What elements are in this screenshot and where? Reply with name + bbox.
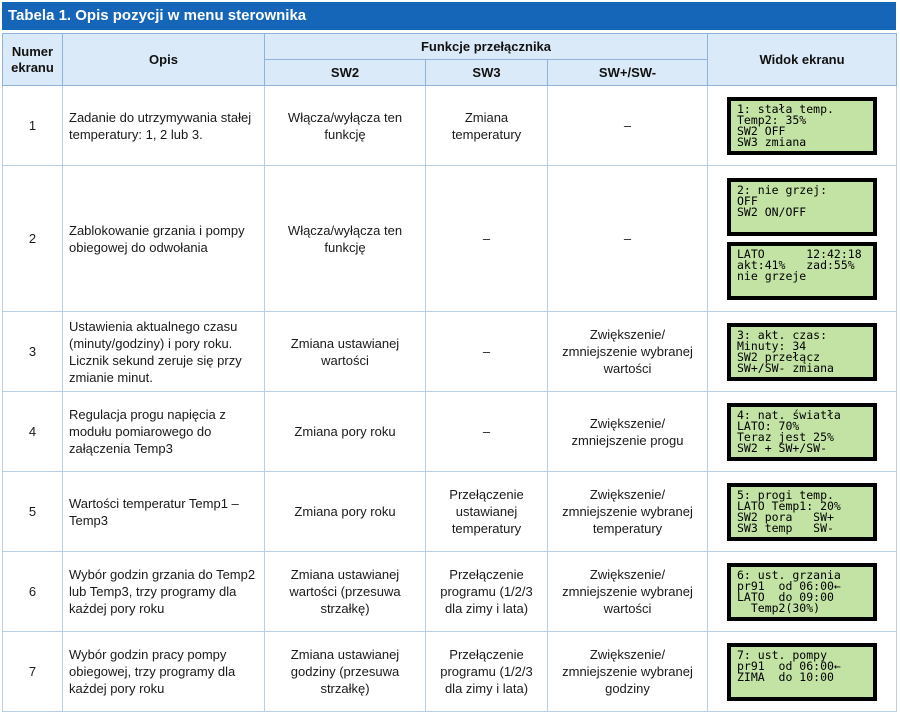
row-description: Ustawienia aktualnego czasu (minuty/godziny) i pory roku. Licznik sekund zeruje się przy zmianie minut. — [63, 312, 265, 392]
table-row — [3, 632, 897, 712]
lcd-line: 4: nat. światła — [737, 407, 841, 422]
row-screen-view — [708, 632, 897, 712]
header-sw2: SW2 — [265, 60, 426, 86]
row-screen-view — [708, 472, 897, 552]
lcd-display — [727, 242, 877, 300]
row-number: 5 — [3, 472, 63, 552]
menu-table — [2, 33, 897, 712]
table-row — [3, 552, 897, 632]
table-row — [3, 86, 897, 166]
row-sw2: Zmiana pory roku — [265, 392, 426, 472]
lcd-line: Teraz jest 25% — [737, 429, 834, 444]
row-sw3: Przełączenie ustawianej temperatury — [426, 472, 548, 552]
lcd-display — [727, 643, 877, 701]
row-description: Wartości temperatur Temp1 – Temp3 — [63, 472, 265, 552]
lcd-line — [737, 218, 873, 229]
row-swpm: Zwiększenie/ zmniejszenie wybranej godziny — [548, 632, 708, 712]
lcd-line: OFF — [737, 193, 758, 208]
lcd-line: LATO do 09:00 — [737, 589, 834, 604]
row-sw2: Zmiana ustawianej godziny (przesuwa strzałkę) — [265, 632, 426, 712]
lcd-line: nie grzeje — [737, 268, 807, 283]
row-number: 7 — [3, 632, 63, 712]
lcd-line: LATO Temp1: 20% — [737, 498, 841, 513]
row-number: 1 — [3, 86, 63, 166]
row-screen-view — [708, 552, 897, 632]
lcd-line: SW2 + SW+/SW- — [737, 440, 828, 455]
lcd-line: SW2 pora SW+ — [737, 509, 834, 524]
row-sw3: Zmiana temperatury — [426, 86, 548, 166]
row-swpm: – — [548, 86, 708, 166]
lcd-line: 7: ust. pompy — [737, 647, 828, 662]
lcd-line: 3: akt. czas: — [737, 327, 828, 342]
lcd-line: SW3 temp SW- — [737, 520, 834, 535]
row-description: Zablokowanie grzania i pompy obiegowej do odwołania — [63, 166, 265, 312]
header-opis: Opis — [63, 34, 265, 86]
header-swpm: SW+/SW- — [548, 60, 708, 86]
lcd-line: SW+/SW- zmiana — [737, 360, 834, 375]
lcd-line: LATO: 70% — [737, 418, 800, 433]
lcd-line: pr91 od 06:00← — [737, 658, 841, 673]
lcd-line: 1: stała temp. — [737, 101, 834, 116]
lcd-line: SW2 ON/OFF — [737, 204, 807, 219]
header-funkcje: Funkcje przełącznika — [265, 34, 708, 60]
row-sw2: Zmiana ustawianej wartości — [265, 312, 426, 392]
lcd-line: SW2 przełącz — [737, 349, 821, 364]
row-description: Zadanie do utrzymywania stałej temperatury: 1, 2 lub 3. — [63, 86, 265, 166]
lcd-line: 5: progi temp. — [737, 487, 834, 502]
lcd-line: SW2 OFF — [737, 123, 786, 138]
lcd-line: akt:41% zad:55% — [737, 257, 855, 272]
row-sw3: – — [426, 392, 548, 472]
lcd-display — [727, 483, 877, 541]
lcd-line: Temp2: 35% — [737, 112, 807, 127]
row-number: 3 — [3, 312, 63, 392]
row-swpm: Zwiększenie/ zmniejszenie wybranej temperatury — [548, 472, 708, 552]
table-row — [3, 312, 897, 392]
lcd-display — [727, 97, 877, 155]
row-description: Wybór godzin pracy pompy obiegowej, trzy programy dla każdej pory roku — [63, 632, 265, 712]
row-swpm: Zwiększenie/ zmniejszenie progu — [548, 392, 708, 472]
header-sw3: SW3 — [426, 60, 548, 86]
lcd-line: 2: nie grzej: — [737, 182, 828, 197]
row-sw3: Przełączenie programu (1/2/3 dla zimy i lata) — [426, 552, 548, 632]
row-sw3: – — [426, 312, 548, 392]
lcd-display — [727, 178, 877, 236]
lcd-line — [737, 282, 873, 293]
row-sw2: Zmiana ustawianej wartości (przesuwa strzałkę) — [265, 552, 426, 632]
lcd-line: Minuty: 34 — [737, 338, 807, 353]
lcd-display — [727, 403, 877, 461]
row-screen-view — [708, 392, 897, 472]
row-swpm: Zwiększenie/ zmniejszenie wybranej wartości — [548, 552, 708, 632]
lcd-display — [727, 323, 877, 381]
lcd-line: SW3 zmiana — [737, 134, 807, 149]
row-sw2: Włącza/wyłącza ten funkcję — [265, 86, 426, 166]
lcd-line — [737, 683, 873, 694]
table-row — [3, 392, 897, 472]
row-screen-view — [708, 86, 897, 166]
row-screen-view — [708, 312, 897, 392]
row-description: Regulacja progu napięcia z modułu pomiarowego do załączenia Temp3 — [63, 392, 265, 472]
lcd-line: LATO 12:42:18 — [737, 246, 862, 261]
lcd-line: pr91 od 06:00← — [737, 578, 841, 593]
table-row — [3, 166, 897, 312]
table-title: Tabela 1. Opis pozycji w menu sterownika — [2, 2, 896, 30]
lcd-line: 6: ust. grzania — [737, 567, 841, 582]
row-description: Wybór godzin grzania do Temp2 lub Temp3, trzy programy dla każdej pory roku — [63, 552, 265, 632]
row-sw3: – — [426, 166, 548, 312]
header-num: Numer ekranu — [3, 34, 63, 86]
row-number: 2 — [3, 166, 63, 312]
row-swpm: – — [548, 166, 708, 312]
header-widok: Widok ekranu — [708, 34, 897, 86]
row-sw3: Przełączenie programu (1/2/3 dla zimy i lata) — [426, 632, 548, 712]
row-number: 6 — [3, 552, 63, 632]
lcd-line: Temp2(30%) — [737, 600, 821, 615]
lcd-line: ZIMA do 10:00 — [737, 669, 834, 684]
lcd-display — [727, 563, 877, 621]
table-row — [3, 472, 897, 552]
row-sw2: Włącza/wyłącza ten funkcję — [265, 166, 426, 312]
row-screen-view — [708, 166, 897, 312]
row-number: 4 — [3, 392, 63, 472]
row-sw2: Zmiana pory roku — [265, 472, 426, 552]
row-swpm: Zwiększenie/ zmniejszenie wybranej wartości — [548, 312, 708, 392]
